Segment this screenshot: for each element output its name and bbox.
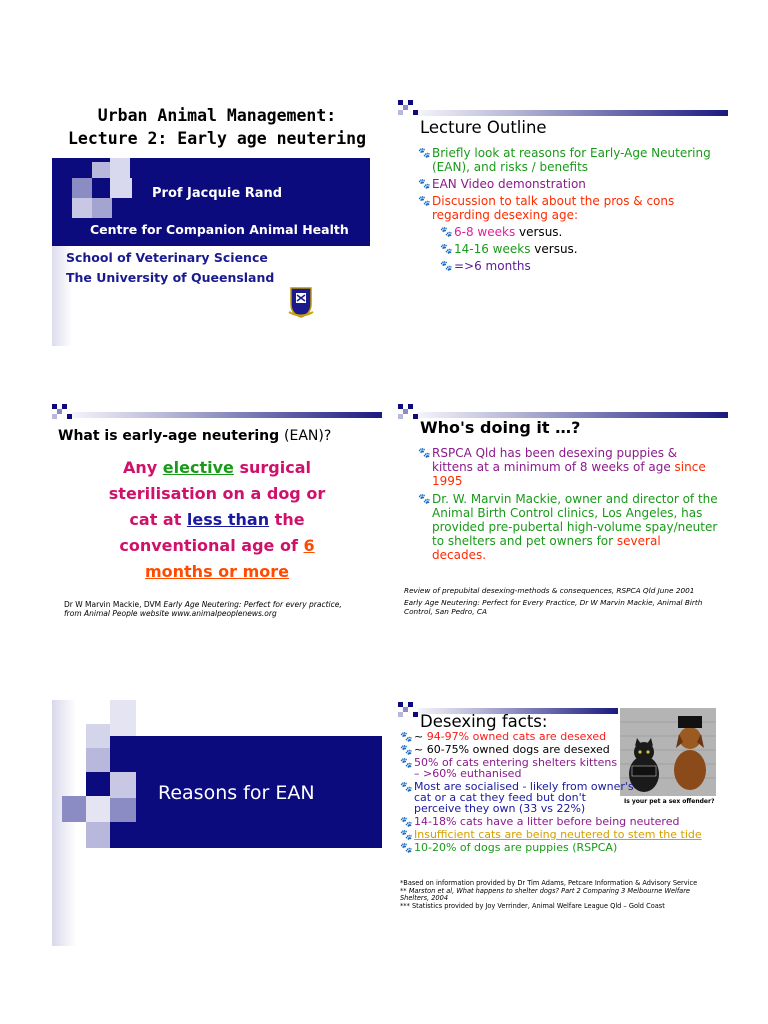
- header-rule: [72, 412, 382, 418]
- slide-whos-doing-it: [398, 400, 728, 646]
- paw-bullet-icon: 🐾: [400, 817, 413, 828]
- paw-bullet-icon: 🐾: [418, 448, 431, 459]
- reference-note: Dr W Marvin Mackie, DVM Early Age Neutering: Perfect for every practice, from Animal People website www.animalpeoplenews.org: [64, 600, 342, 618]
- slide-desexing-facts: [398, 700, 728, 946]
- paw-bullet-icon: 🐾: [400, 830, 413, 841]
- slide-heading: Who's doing it …?: [420, 418, 581, 437]
- list-item: 🐾 Insufficient cats are being neutered to stem the tide: [400, 828, 702, 841]
- paw-bullet-icon: 🐾: [400, 732, 413, 743]
- list-item: 🐾 RSPCA Qld has been desexing puppies & kittens at a minimum of 8 weeks of age since 1995: [418, 446, 706, 488]
- outline-list: [418, 146, 718, 276]
- slide-heading: Lecture Outline: [420, 118, 547, 137]
- list-item: 🐾 Dr. W. Marvin Mackie, owner and director of the Animal Birth Control clinics, Los Angeles, has provided pre-pubertal high-volume spay/neuter to shelters and pet owners for several decades.: [418, 492, 718, 562]
- facts-list: [418, 446, 718, 566]
- sub-list-item: 🐾 14-16 weeks versus.: [440, 242, 578, 256]
- ean-definition: Any elective surgical sterilisation on a dog or cat at less than the conventional age of 6 months or more: [108, 458, 326, 581]
- reference-notes: *Based on information provided by Dr Tim Adams, Petcare Information & Advisory Service ** Marston et al, What happens to shelter dogs? Part 2 Comparing 3 Melbourne Welfare Shelters, 2004 *** Statistics provided by Joy Verrinder, Animal Welfare League Qld – Gold Coast: [400, 879, 698, 910]
- header-rule: [418, 110, 728, 116]
- list-item: 🐾 14-18% cats have a litter before being neutered: [400, 815, 680, 828]
- slide-heading: Desexing facts:: [420, 712, 548, 731]
- list-item: 🐾 ~ 94-97% owned cats are desexed: [400, 730, 607, 743]
- slide-heading: What is early-age neutering (EAN)?: [58, 428, 332, 444]
- paw-bullet-icon: 🐾: [440, 244, 453, 255]
- paw-bullet-icon: 🐾: [400, 782, 413, 793]
- slide-title-heading: Urban Animal Management: Lecture 2: Early age neutering: [67, 106, 366, 148]
- paw-bullet-icon: 🐾: [418, 196, 431, 207]
- list-item: 🐾 EAN Video demonstration: [418, 177, 586, 191]
- facts-list: [400, 731, 710, 855]
- paw-bullet-icon: 🐾: [418, 494, 431, 505]
- slide-lecture-outline: [398, 100, 728, 346]
- list-item: 🐾 Most are socialised - likely from owner's cat or a cat they feed but don't perceive they own (33 vs 22%): [400, 780, 634, 815]
- university-crest-icon: [288, 286, 314, 318]
- paw-bullet-icon: 🐾: [400, 843, 413, 854]
- centre-name: Centre for Companion Animal Health: [90, 222, 349, 237]
- photo-caption: Is your pet a sex offender?: [624, 798, 715, 805]
- paw-bullet-icon: 🐾: [400, 745, 413, 756]
- list-item: 🐾 Briefly look at reasons for Early-Age Neutering (EAN), and risks / benefits: [418, 146, 711, 174]
- list-item: 🐾 ~ 60-75% owned dogs are desexed: [400, 743, 610, 756]
- presenter-name: Prof Jacquie Rand: [152, 186, 283, 201]
- slide-what-is-ean: [52, 400, 382, 646]
- school-affiliation: School of Veterinary Science The University of Queensland: [66, 250, 275, 285]
- list-item: 🐾 10-20% of dogs are puppies (RSPCA): [400, 841, 618, 854]
- paw-bullet-icon: 🐾: [440, 227, 453, 238]
- paw-bullet-icon: 🐾: [418, 179, 431, 190]
- slide-reasons-for-ean: [52, 700, 382, 946]
- list-item: 🐾 Discussion to talk about the pros & cons regarding desexing age:: [418, 194, 675, 222]
- sub-list-item: 🐾 =>6 months: [440, 259, 531, 273]
- list-item: 🐾 50% of cats entering shelters kittens – >60% euthanised: [400, 756, 618, 780]
- paw-bullet-icon: 🐾: [400, 758, 413, 769]
- paw-bullet-icon: 🐾: [418, 148, 431, 159]
- slide-heading: Reasons for EAN: [158, 782, 315, 804]
- reference-note: Review of prepubital desexing-methods & consequences, RSPCA Qld June 2001 Early Age Neutering: Perfect for Every Practice, Dr W Marvin Mackie, Animal Birth Control, San Pedro, CA: [404, 586, 703, 616]
- paw-bullet-icon: 🐾: [440, 261, 453, 272]
- slide-title: [52, 100, 382, 346]
- sub-list-item: 🐾 6-8 weeks versus.: [440, 225, 563, 239]
- gradient-strip: [52, 700, 76, 946]
